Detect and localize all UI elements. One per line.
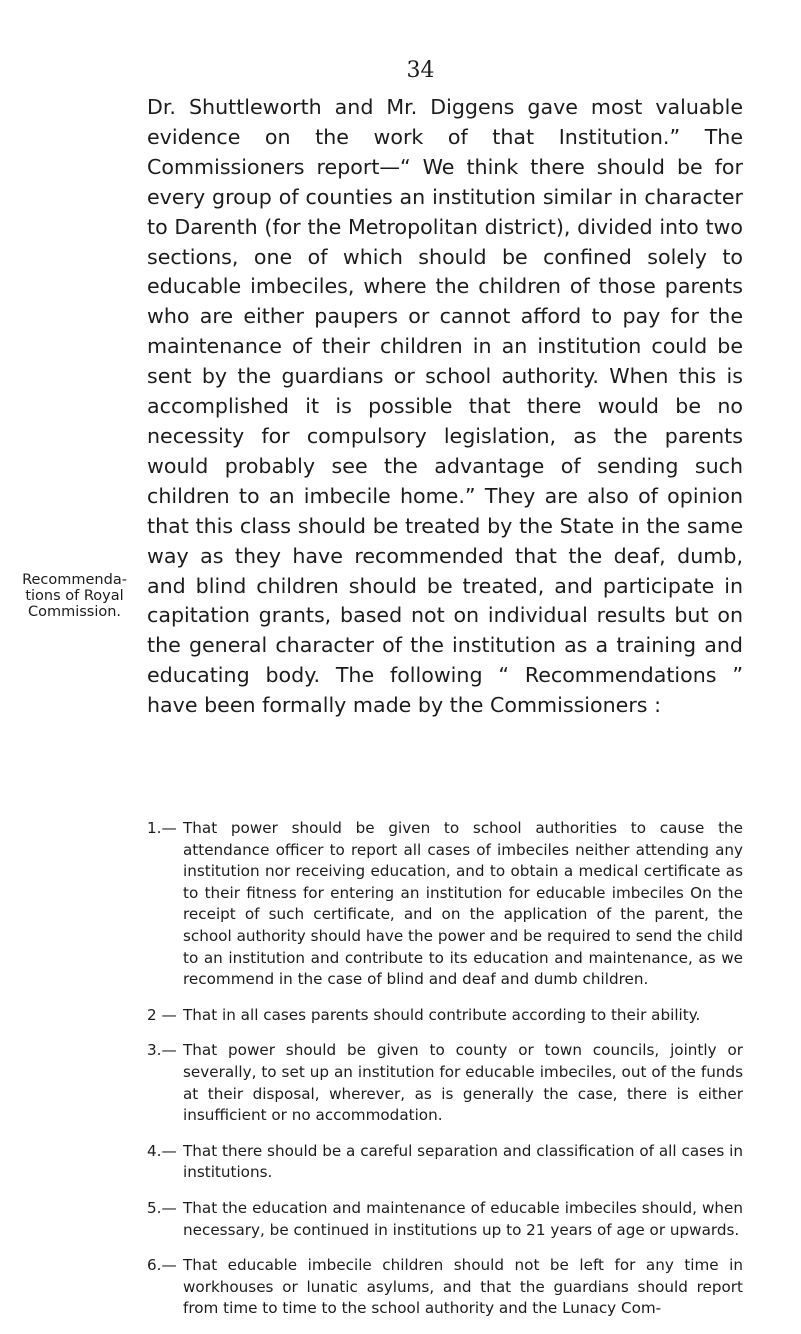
- list-item: [147, 1040, 743, 1126]
- body-paragraph: Dr. Shuttleworth and Mr. Diggens gave most valuable evidence on the work of that Institution.” The Commissioners report—“ We think there should be for every group of counties an institution similar in character to Darenth (for the Metropolitan district), divided into two sections, one of which should be confined solely to educable imbeciles, where the children of those parents who are either paupers or cannot afford to pay for the maintenance of their children in an institution could be sent by the guardians or school authority. When this is accomplished it is possible that there would be no necessity for compulsory legislation, as the parents would probably see the advantage of sending such children to an imbecile home.” They are also of opinion that this class should be treated by the State in the same way as they have recommended that the deaf, dumb, and blind children should be treated, and participate in capitation grants, based not on individual results but on the general character of the institution as a training and educating body. The following “ Recommendations ” have been formally made by the Commissioners :: [147, 95, 743, 718]
- list-item-number: 5.—: [147, 1198, 177, 1217]
- list-item-number: 4.—: [147, 1141, 177, 1160]
- list-item-text: That power should be given to school authorities to cause the attendance officer to report all cases of imbeciles neither attending any institution nor receiving education, and to obtain a medical certificate as to their fitness for entering an institution for educable imbeciles On the receipt of such certificate, and on the application of the parent, the school authority should have the power and be required to send the child to an institution and contribute to its education and maintenance, as we recommend in the case of blind and deaf and dumb children.: [183, 819, 743, 989]
- list-item-text: That power should be given to county or town councils, jointly or severally, to set up an institution for educable imbeciles, out of the funds at their disposal, wherever, as is generally the case, there is either insufficient or no accommodation.: [183, 1041, 743, 1125]
- list-item: [147, 818, 743, 991]
- list-item-text: That the education and maintenance of educable imbeciles should, when necessary, be continued in institutions up to 21 years of age or upwards.: [183, 1198, 743, 1239]
- margin-note-line: tions of Royal: [25, 588, 124, 604]
- list-item-text: That educable imbecile children should not be left for any time in workhouses or lunatic asylums, and that the guardians should report from time to time to the school authority and the Lunacy Com-: [183, 1256, 743, 1318]
- list-item-number: 1.—: [147, 819, 177, 837]
- list-item-number: 6.—: [147, 1256, 177, 1275]
- margin-note-line: Commission.: [27, 604, 122, 620]
- margin-note: [12, 572, 137, 620]
- list-item-number: 3.—: [147, 1041, 177, 1060]
- list-item-text: That in all cases parents should contribute according to their ability.: [183, 1005, 701, 1024]
- list-item: [147, 1198, 743, 1241]
- list-item-number: 2 —: [147, 1005, 177, 1024]
- list-item: [147, 1255, 743, 1320]
- margin-note-line: Recommenda-: [22, 572, 127, 588]
- recommendations-list: [147, 818, 743, 1334]
- list-item-text: That there should be a careful separation and classification of all cases in institutions.: [183, 1141, 743, 1182]
- list-item: [147, 1141, 743, 1184]
- list-item: [147, 1005, 743, 1027]
- page-number: 34: [406, 58, 435, 83]
